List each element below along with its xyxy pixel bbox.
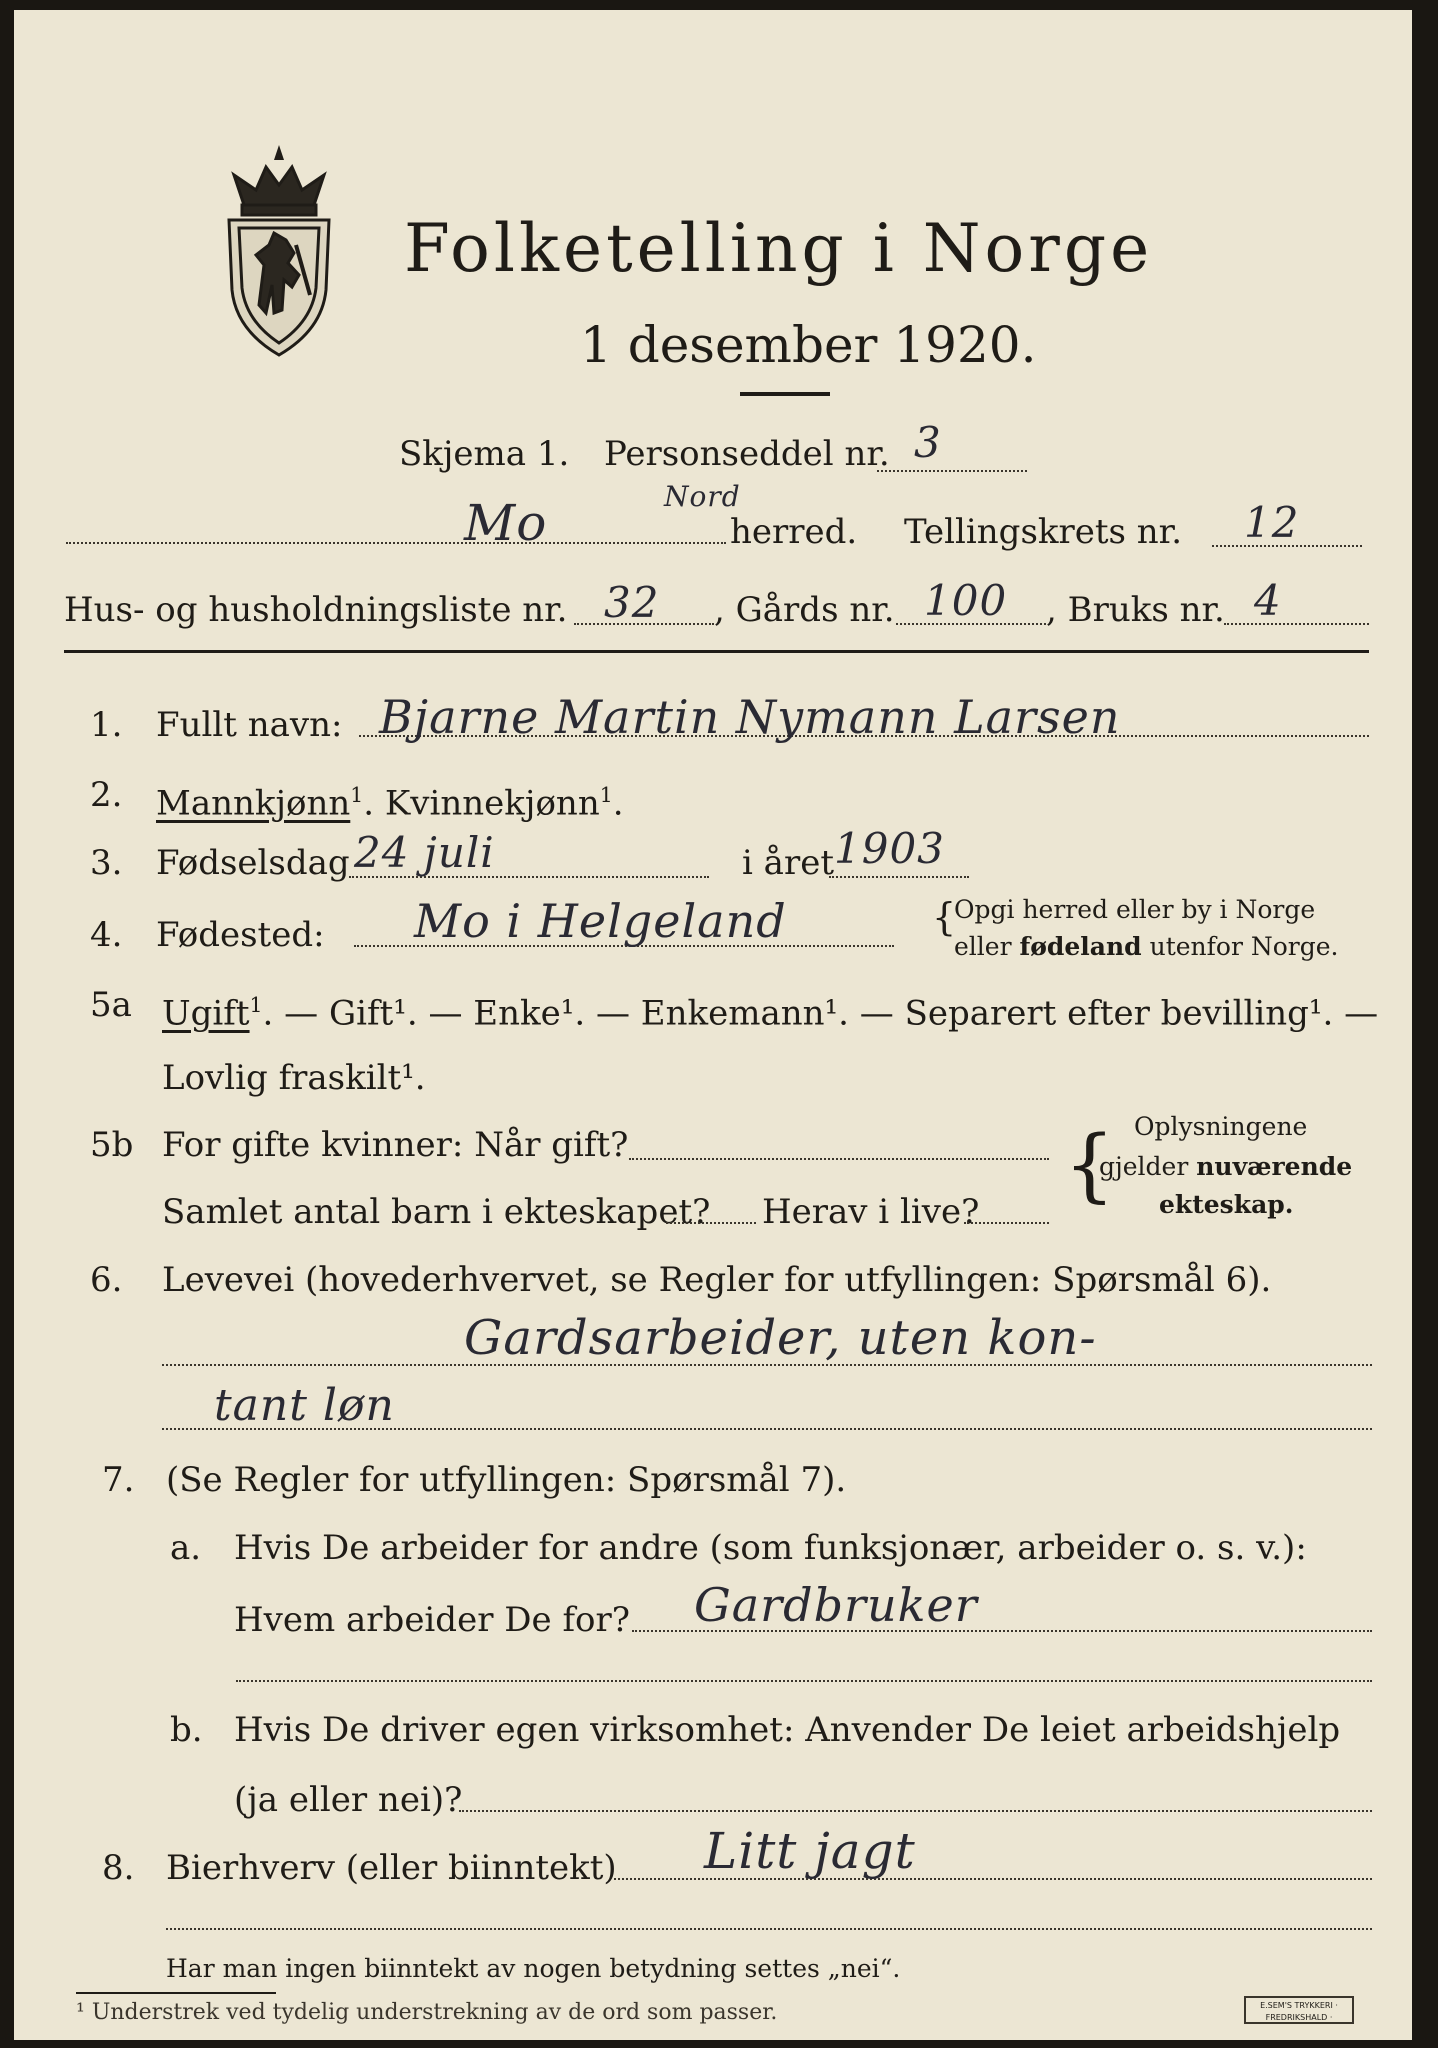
q4-label: Fødested: xyxy=(156,915,325,955)
husliste-value: 32 xyxy=(604,578,660,627)
printer-stamp xyxy=(1244,1996,1354,2024)
footnote: ¹ Understrek ved tydelig understrekning av de ord som passer. xyxy=(76,2000,778,2025)
form-date: 1 desember 1920. xyxy=(580,316,1037,374)
q5b-note-brace: { xyxy=(1064,1118,1115,1211)
bruks-label: , Bruks nr. xyxy=(1046,590,1225,630)
q2-female-footnote-mark: 1 xyxy=(599,783,613,807)
q4-value: Mo i Helgeland xyxy=(414,894,787,948)
herred-label: herred. xyxy=(730,512,858,552)
q7b-number: b. xyxy=(170,1710,203,1750)
q3-value: 24 juli xyxy=(354,828,495,877)
gards-value: 100 xyxy=(924,576,1008,625)
census-form-page xyxy=(14,10,1412,2040)
title-divider xyxy=(740,392,830,396)
header-divider xyxy=(64,650,1369,653)
personseddel-line xyxy=(877,470,1027,472)
q8-number: 8. xyxy=(102,1848,135,1888)
q2-female-option: Kvinnekjønn xyxy=(384,783,600,824)
q7a-line2: Hvem arbeider De for? xyxy=(234,1600,630,1640)
q4-number: 4. xyxy=(90,915,123,955)
q7a-value: Gardbruker xyxy=(694,1578,978,1632)
q7-label: (Se Regler for utfyllingen: Spørsmål 7). xyxy=(166,1460,847,1500)
q2-female-dot: . xyxy=(612,783,624,824)
personseddel-value: 3 xyxy=(914,418,942,467)
q7b-line2: (ja eller nei)? xyxy=(234,1780,463,1820)
q6-value-line2: tant løn xyxy=(214,1380,395,1431)
q2-male-dot: . xyxy=(363,783,375,824)
q6-value-line1: Gardsarbeider, uten kon- xyxy=(464,1310,1097,1366)
q3-year-value: 1903 xyxy=(834,824,945,873)
q8-value: Litt jagt xyxy=(704,1822,916,1880)
q8-extra-line xyxy=(166,1928,1372,1930)
q3-year-line xyxy=(829,876,969,878)
q5b-line2a: Samlet antal barn i ekteskapet? xyxy=(162,1192,711,1232)
bruks-line xyxy=(1224,623,1369,625)
q5b-note-line2 xyxy=(1099,1152,1352,1182)
q4-note-line2-end: utenfor Norge. xyxy=(1141,932,1339,961)
q5b-note-line2-start: gjelder xyxy=(1099,1152,1197,1181)
q5a-ugift-footnote-mark: 1 xyxy=(249,993,263,1017)
q5b-children-line xyxy=(666,1222,756,1224)
q4-note-line2-bold: fødeland xyxy=(1019,932,1142,961)
personseddel-label: Personseddel nr. xyxy=(604,434,890,474)
q4-note-brace: { xyxy=(932,895,957,939)
husliste-label: Hus- og husholdningsliste nr. xyxy=(64,590,568,630)
q7a-number: a. xyxy=(170,1528,202,1568)
q7b-answer-line xyxy=(459,1810,1372,1812)
q5b-number: 5b xyxy=(90,1125,134,1165)
tellingskrets-label: Tellingskrets nr. xyxy=(904,512,1183,552)
bruks-value: 4 xyxy=(1254,576,1282,625)
q5a-number: 5a xyxy=(90,985,132,1025)
footer-note: Har man ingen biinntekt av nogen betydning settes „nei“. xyxy=(166,1954,901,1983)
q6-label: Levevei (hovederhvervet, se Regler for utfyllingen: Spørsmål 6). xyxy=(162,1260,1272,1300)
q5a-ugift-option: Ugift xyxy=(162,993,250,1034)
q5b-alive-line xyxy=(964,1222,1049,1224)
q3-year-label: i året xyxy=(742,843,834,883)
q5b-line2b: Herav i live? xyxy=(762,1192,980,1232)
q8-label: Bierhverv (eller biinntekt) xyxy=(166,1848,617,1888)
q1-value: Bjarne Martin Nymann Larsen xyxy=(379,690,1121,744)
q7-number: 7. xyxy=(102,1460,135,1500)
norway-coat-of-arms-icon xyxy=(214,145,344,365)
form-title: Folketelling i Norge xyxy=(404,210,1154,287)
q3-label: Fødselsdag xyxy=(156,843,350,883)
q5b-married-line xyxy=(629,1158,1049,1160)
gards-label: , Gårds nr. xyxy=(714,590,895,630)
q5b-note-line3: ekteskap. xyxy=(1159,1190,1294,1219)
herred-value-note: Nord xyxy=(664,480,741,513)
q1-number: 1. xyxy=(90,705,123,745)
q2-options xyxy=(156,775,624,823)
q5b-note-line1: Oplysningene xyxy=(1134,1112,1308,1141)
q6-number: 6. xyxy=(90,1260,123,1300)
q5a-line2: Lovlig fraskilt¹. xyxy=(162,1058,426,1098)
footnote-rule xyxy=(76,1992,276,1994)
printer-stamp-text: E.SEM'S TRYKKERI · FREDRIKSHALD · xyxy=(1260,2001,1338,2022)
q2-male-option: Mannkjønn xyxy=(156,783,351,824)
q5b-note-line2-bold: nuværende xyxy=(1196,1152,1353,1181)
q2-number: 2. xyxy=(90,775,123,815)
q5a-other-options: . — Gift¹. — Enke¹. — Enkemann¹. — Separert efter bevilling¹. — xyxy=(262,993,1379,1034)
q4-note-line2-start: eller xyxy=(954,932,1020,961)
herred-value: Mo xyxy=(464,494,548,552)
q2-male-footnote-mark: 1 xyxy=(350,783,364,807)
q4-note-line1: Opgi herred eller by i Norge xyxy=(954,895,1316,924)
q3-number: 3. xyxy=(90,843,123,883)
q7b-line1: Hvis De driver egen virksomhet: Anvender De leiet arbeidshjelp xyxy=(234,1710,1341,1750)
tellingskrets-value: 12 xyxy=(1244,498,1300,547)
q7a-extra-line xyxy=(236,1680,1372,1682)
q5a-options xyxy=(162,985,1378,1033)
q4-note-line2 xyxy=(954,932,1338,962)
q1-label: Fullt navn: xyxy=(156,705,343,745)
q5b-line1: For gifte kvinner: Når gift? xyxy=(162,1125,629,1165)
skjema-label: Skjema 1. xyxy=(399,434,570,474)
q7a-line1: Hvis De arbeider for andre (som funksjonær, arbeider o. s. v.): xyxy=(234,1528,1307,1568)
herred-line xyxy=(66,542,726,544)
